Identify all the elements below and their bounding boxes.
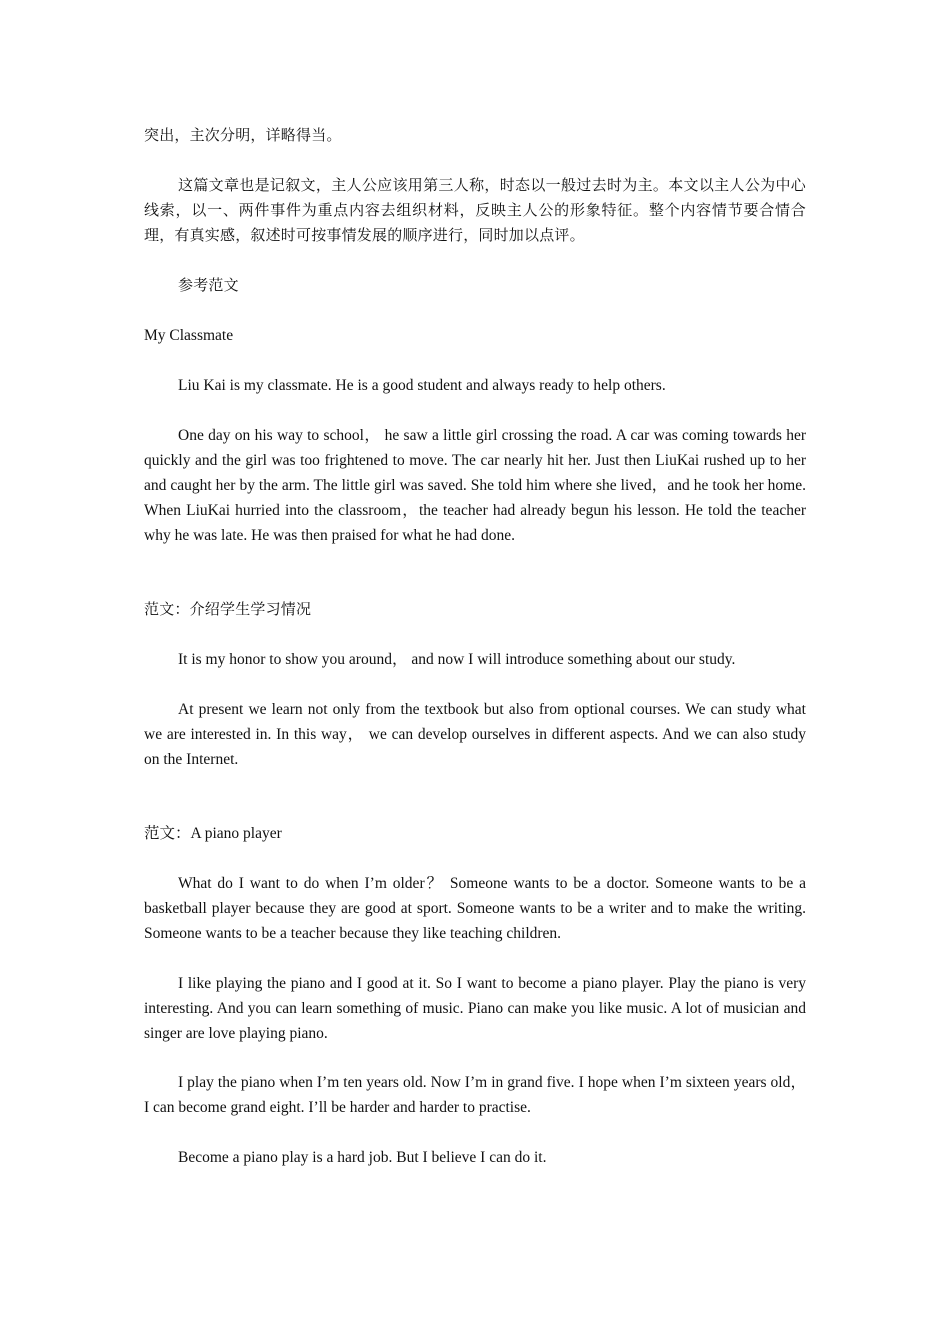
paragraph-writing-guidance: 这篇文章也是记叙文，主人公应该用第三人称，时态以一般过去时为主。本文以主人公为中心线索，以一、两件事件为重点内容去组织材料，反映主人公的形象特征。整个内容情节要合情合理，有真实感，叙述时可按事情发展的顺序进行，同时加以点评。: [144, 176, 806, 244]
paragraph-piano-future: What do I want to do when I’m older？ Someone wants to be a doctor. Someone wants to be a basketball player because they are good at sport. Someone wants to be a writer and to make the writing. Someone wants to be a teacher because they like teaching children.: [144, 875, 806, 942]
heading-sample-piano-player: 范文：A piano player: [144, 825, 282, 842]
paragraph-liu-kai-intro: Liu Kai is my classmate. He is a good student and always ready to help others.: [178, 377, 666, 394]
paragraph-piano-progress: I play the piano when I’m ten years old. Now I’m in grand five. I hope when I’m sixteen years old， I can become grand eight. I’ll be harder and harder to practise.: [144, 1074, 806, 1116]
paragraph-piano-conclusion: Become a piano play is a hard job. But I believe I can do it.: [178, 1149, 547, 1166]
paragraph-piano-interest: I like playing the piano and I good at it. So I want to become a piano player. Play the piano is very interesting. And you can learn something of music. Piano can make you like music. A lot of musician and singer are love playing piano.: [144, 975, 806, 1042]
paragraph-study-details: At present we learn not only from the textbook but also from optional courses. We can study what we are interested in. In this way， we can develop ourselves in different aspects. And we can also study on the Internet.: [144, 701, 806, 768]
heading-reference-sample: 参考范文: [178, 276, 239, 294]
paragraph-liu-kai-story: One day on his way to school， he saw a little girl crossing the road. A car was coming towards her quickly and the girl was too frightened to move. The car nearly hit her. Just then LiuKai rushed up to her and caught her by the arm. The little girl was saved. She told him where she lived，and he took her home. When LiuKai hurried into the classroom，the teacher had already begun his lesson. He told the teacher why he was late. He was then praised for what he had done.: [144, 427, 806, 544]
heading-sample-study-situation: 范文：介绍学生学习情况: [144, 600, 312, 618]
paragraph-study-intro: It is my honor to show you around， and now I will introduce something about our study.: [178, 651, 736, 668]
paragraph-continuation: 突出，主次分明，详略得当。: [144, 126, 342, 144]
essay-title-my-classmate: My Classmate: [144, 327, 234, 344]
